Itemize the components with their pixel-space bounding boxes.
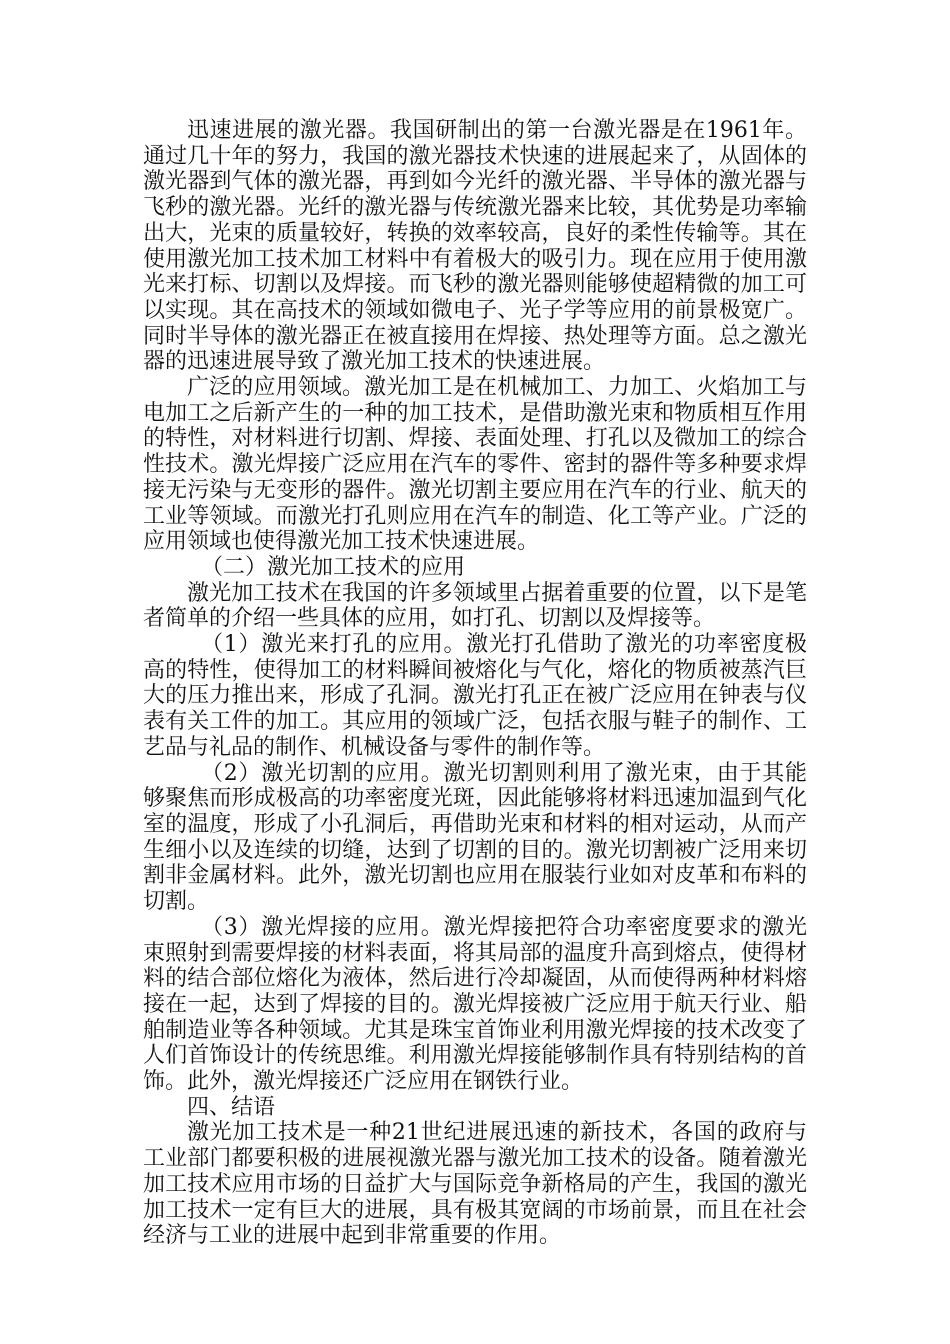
section-heading-conclusion: 四、结语 (187, 1094, 276, 1120)
document-body (143, 118, 807, 1249)
section-heading-applications: （二）激光加工技术的应用 (201, 554, 466, 580)
paragraph-laser-cutting: （2）激光切割的应用。激光切割则利用了激光束，由于其能够聚焦而形成极高的功率密度光斑，因此能够将材料迅速加温到气化室的温度，形成了小孔洞后，再借助光束和材料的相对运动，从而产生细小以及连续的切缝，达到了切割的目的。激光切割被广泛用来切割非金属材料。此外，激光切割也应用在服装行业如对皮革和布料的切割。 (143, 760, 807, 915)
paragraph-laser-welding: （3）激光焊接的应用。激光焊接把符合功率密度要求的激光束照射到需要焊接的材料表面，将其局部的温度升高到熔点，使得材料的结合部位熔化为液体，然后进行冷却凝固，从而使得两种材料熔接在一起，达到了焊接的目的。激光焊接被广泛应用于航天行业、船舶制造业等各种领域。尤其是珠宝首饰业利用激光焊接的技术改变了人们首饰设计的传统思维。利用激光焊接能够制作具有特别结构的首饰。此外，激光焊接还广泛应用在钢铁行业。 (143, 914, 807, 1095)
paragraph-application-fields: 广泛的应用领域。激光加工是在机械加工、力加工、火焰加工与电加工之后新产生的一种的加工技术，是借助激光束和物质相互作用的特性，对材料进行切割、焊接、表面处理、打孔以及微加工的综合性技术。激光焊接广泛应用在汽车的零件、密封的器件等多种要求焊接无污染与无变形的器件。激光切割主要应用在汽车的行业、航天的工业等领域。而激光打孔则应用在汽车的制造、化工等产业。广泛的应用领域也使得激光加工技术快速进展。 (143, 375, 807, 555)
paragraph-laser-drilling: （1）激光来打孔的应用。激光打孔借助了激光的功率密度极高的特性，使得加工的材料瞬间被熔化与气化，熔化的物质被蒸汽巨大的压力推出来，形成了孔洞。激光打孔正在被广泛应用在钟表与仪表有关工件的加工。其应用的领域广泛，包括衣服与鞋子的制作、工艺品与礼品的制作、机械设备与零件的制作等。 (143, 632, 807, 760)
paragraph-conclusion: 激光加工技术是一种21世纪进展迅速的新技术，各国的政府与工业部门都要积极的进展视激光器与激光加工技术的设备。随着激光加工技术应用市场的日益扩大与国际竞争新格局的产生，我国的激光加工技术一定有巨大的进展，具有极其宽阔的市场前景，而且在社会经济与工业的进展中起到非常重要的作用。 (143, 1120, 807, 1249)
paragraph-laser-development: 迅速进展的激光器。我国研制出的第一台激光器是在1961年。通过几十年的努力，我国的激光器技术快速的进展起来了，从固体的激光器到气体的激光器，再到如今光纤的激光器、半导体的激光器与飞秒的激光器。光纤的激光器与传统激光器来比较，其优势是功率输出大，光束的质量较好，转换的效率较高，良好的柔性传输等。其在使用激光加工技术加工材料中有着极大的吸引力。现在应用于使用激光来打标、切割以及焊接。而飞秒的激光器则能够使超精微的加工可以实现。其在高技术的领域如微电子、光子学等应用的前景极宽广。同时半导体的激光器正在被直接用在焊接、热处理等方面。总之激光器的迅速进展导致了激光加工技术的快速进展。 (143, 118, 807, 375)
paragraph-applications-intro: 激光加工技术在我国的许多领域里占据着重要的位置，以下是笔者简单的介绍一些具体的应用，如打孔、切割以及焊接等。 (143, 580, 807, 632)
